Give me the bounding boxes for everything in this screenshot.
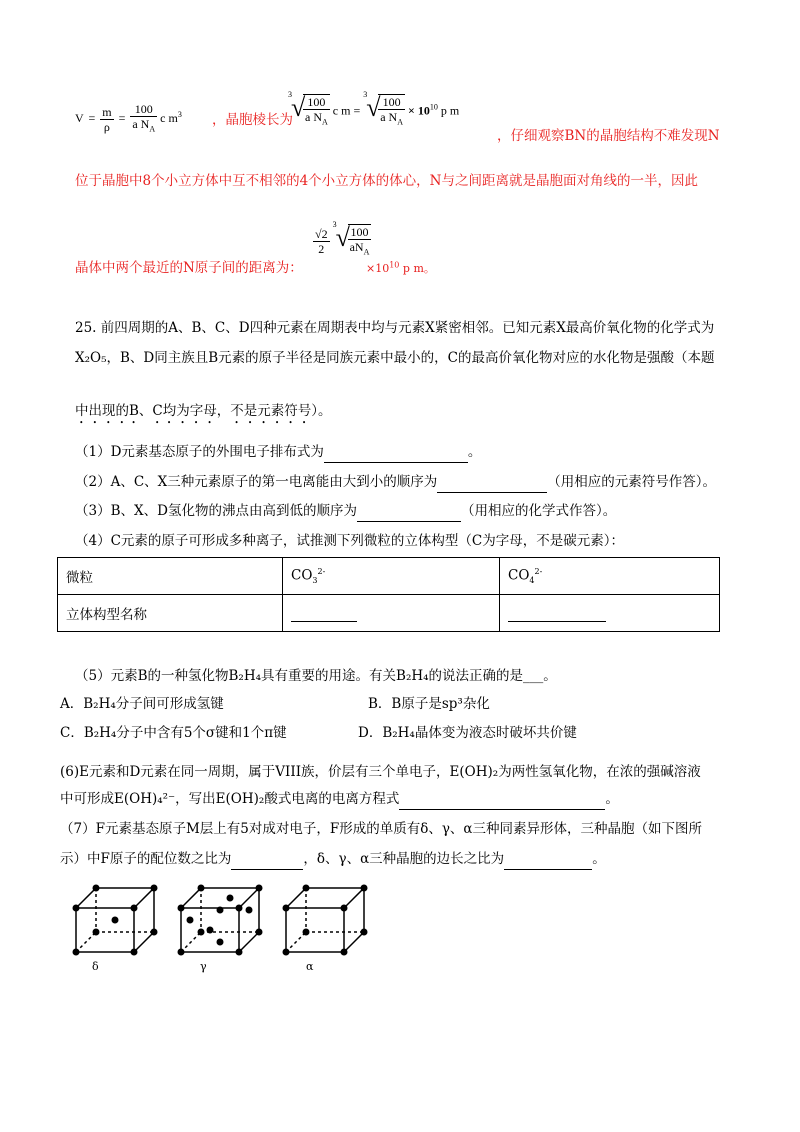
gamma-label: γ bbox=[200, 960, 207, 973]
unit-cell-diagrams bbox=[60, 880, 380, 980]
gamma-atoms bbox=[178, 885, 263, 956]
table-row bbox=[58, 595, 720, 632]
structure-table bbox=[57, 557, 720, 632]
alpha-label: α bbox=[306, 960, 314, 973]
fraction-m-rho: $\frac{m}{\rho}$ bbox=[102, 104, 112, 134]
subquestion-1: （1）D元素基态原子的外围电子排布式为 。 bbox=[75, 442, 481, 463]
fraction-100-ana: $\frac{100}{a N_A}$ bbox=[132, 102, 156, 134]
option-c[interactable]: C．B₂H₄分子中含有5个σ键和1个π键 bbox=[60, 725, 287, 741]
answer-line3: 晶体中两个最近的N原子间的距离为： bbox=[75, 260, 303, 276]
answer-line2: 位于晶胞中8个小立方体中互不相邻的4个小立方体的体心，N与之间距离就是晶胞面对角线的一半，因此 bbox=[75, 173, 698, 189]
option-b[interactable]: B．B原子是sp³杂化 bbox=[368, 696, 490, 712]
option-a[interactable]: A．B₂H₄分子间可形成氢键 bbox=[60, 696, 224, 712]
answer-blank-6[interactable] bbox=[399, 789, 605, 810]
answer-blank-co3[interactable] bbox=[291, 605, 357, 622]
table-header-co4: $CO_4^{2-}$ bbox=[500, 558, 720, 595]
table-row-label: 立体构型名称 bbox=[58, 595, 283, 632]
distance-unit: $\times 10^{10}$ p m。 bbox=[366, 260, 435, 275]
answer-blank-7a[interactable] bbox=[231, 849, 303, 870]
subquestion-7-line1: （7）F元素基态原子M层上有5对成对电子，F形成的单质有δ、γ、α三种同素异形体，三种晶胞（如下图所 bbox=[60, 821, 703, 837]
question-intro-line3: 中出现的B、C均为字母，不是元素符号）。 bbox=[75, 403, 332, 419]
distance-formula: $\frac{√2}{2}$ 3 √ $\frac{100}{aN_A}$ bbox=[313, 224, 371, 259]
alpha-atoms bbox=[283, 885, 368, 956]
answer-blank-3[interactable] bbox=[357, 501, 461, 522]
volume-formula: V = $\frac{m}{\rho}$ = $\frac{100}{a N_A}$ c $m^3$ bbox=[75, 102, 182, 136]
delta-label: δ bbox=[92, 960, 99, 973]
answer-blank-7b[interactable] bbox=[504, 849, 592, 870]
subquestion-4: （4）C元素的原子可形成多种离子，试推测下列微粒的立体构型（C为字母，不是碳元素）： bbox=[75, 533, 624, 549]
alpha-unit-cell bbox=[286, 888, 364, 952]
subquestion-3: （3）B、X、D氢化物的沸点由高到低的顺序为 （用相应的化学式作答）。 bbox=[75, 501, 616, 522]
table-header-co3: $CO_3^{2-}$ bbox=[283, 558, 500, 595]
subquestion-7-line2: 示）中F原子的配位数之比为 ，δ、γ、α三种晶胞的边长之比为 。 bbox=[60, 849, 606, 870]
edge-length-label: ，晶胞棱长为 bbox=[212, 112, 293, 128]
option-d[interactable]: D．B₂H₄晶体变为液态时破坏共价键 bbox=[358, 725, 577, 741]
answer-line1-tail: ，仔细观察BN的晶胞结构不难发现N bbox=[497, 128, 720, 144]
question-intro-line2: X₂O₅，B、D同主族且B元素的原子半径是同族元素中最小的，C的最高价氧化物对应的水化物是强酸（本题 bbox=[75, 350, 715, 366]
table-header-particle: 微粒 bbox=[58, 558, 283, 595]
edge-formula: 3 √ $\frac{100}{a N_A}$ c m = 3 √ $\frac{100}{a N_A}$ × $10^{10}$ p m bbox=[288, 94, 459, 129]
answer-blank-2[interactable] bbox=[437, 472, 547, 493]
subquestion-6-line2: 中可形成E(OH)₄²⁻，写出E(OH)₂酸式电离的电离方程式 。 bbox=[60, 789, 619, 810]
delta-atoms bbox=[73, 885, 158, 956]
table-row bbox=[58, 558, 720, 595]
question-intro-line1: 25. 前四周期的A、B、C、D四种元素在周期表中均与元素X紧密相邻。已知元素X最高价氧化物的化学式为 bbox=[75, 320, 715, 336]
subquestion-2: （2）A、C、X三种元素原子的第一电离能由大到小的顺序为 （用相应的元素符号作答）。 bbox=[75, 472, 716, 493]
subquestion-6-line1: (6)E元素和D元素在同一周期，属于VIII族，价层有三个单电子，E(OH)₂为两性氢氧化物，在浓的强碱溶液 bbox=[60, 764, 701, 780]
answer-blank-co4[interactable] bbox=[508, 605, 606, 622]
formula-v: V bbox=[75, 110, 84, 125]
answer-blank-1[interactable] bbox=[324, 442, 468, 463]
subquestion-5: （5）元素B的一种氢化物B₂H₄具有重要的用途。有关B₂H₄的说法正确的是___。 bbox=[75, 668, 557, 684]
